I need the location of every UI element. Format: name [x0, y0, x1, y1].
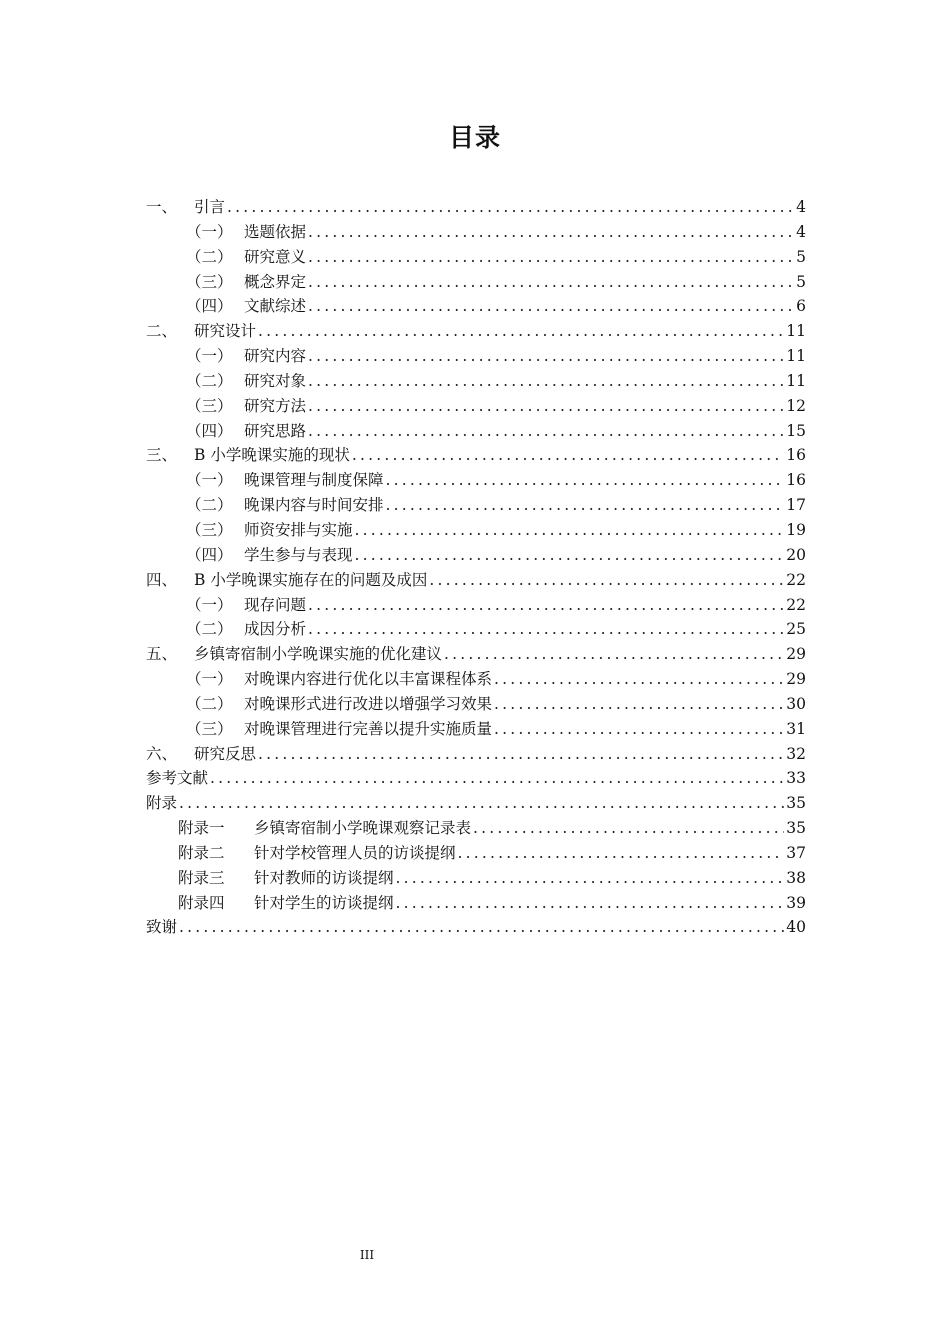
toc-entry-number: （四）: [186, 421, 233, 440]
dot-leader: [258, 319, 784, 344]
toc-entry-label: 针对教师的访谈提纲: [254, 868, 394, 887]
toc-entry-page-number: 20: [786, 545, 806, 564]
dot-leader: [308, 245, 794, 270]
toc-entry-number: 附录三: [178, 868, 225, 887]
toc-entry-number: （三）: [186, 396, 233, 415]
toc-entry-label: B 小学晚课实施的现状: [194, 446, 350, 465]
toc-entry[interactable]: [146, 717, 806, 742]
toc-entry-number: （四）: [186, 297, 233, 316]
dot-leader: [458, 841, 785, 866]
toc-entry[interactable]: [146, 642, 806, 667]
toc-entry-label: 对晚课形式进行改进以增强学习效果: [244, 694, 493, 713]
toc-entry[interactable]: [146, 493, 806, 518]
toc-entry[interactable]: [146, 915, 806, 940]
dot-leader: [179, 915, 784, 940]
toc-entry-number: 附录四: [178, 893, 225, 912]
toc-entry-number: （二）: [186, 620, 233, 639]
toc-entry-label: 师资安排与实施: [244, 520, 353, 539]
dot-leader: [355, 518, 785, 543]
dot-leader: [352, 443, 784, 468]
toc-entry-page-number: 32: [786, 744, 806, 763]
toc-entry-number: （二）: [186, 496, 233, 515]
toc-entry[interactable]: [146, 245, 806, 270]
dot-leader: [308, 294, 794, 319]
dot-leader: [210, 766, 784, 791]
dot-leader: [179, 791, 784, 816]
dot-leader: [396, 891, 785, 916]
toc-entry[interactable]: [146, 617, 806, 642]
toc-entry-label: 对晚课管理进行完善以提升实施质量: [244, 719, 493, 738]
toc-entry-page-number: 16: [786, 471, 806, 490]
toc-entry[interactable]: [146, 568, 806, 593]
toc-entry-number: 附录二: [178, 843, 225, 862]
toc-entry-page-number: 31: [786, 719, 806, 738]
toc-entry-label: 乡镇寄宿制小学晚课实施的优化建议: [194, 645, 443, 664]
toc-entry-page-number: 22: [786, 570, 806, 589]
toc-entry-number: 五、: [146, 645, 178, 664]
toc-entry-number: （一）: [186, 471, 233, 490]
toc-entry-page-number: 15: [786, 421, 806, 440]
dot-leader: [308, 220, 794, 245]
table-of-contents: [146, 195, 806, 940]
toc-entry[interactable]: [146, 394, 806, 419]
toc-entry-label: 概念界定: [244, 272, 307, 291]
toc-entry-page-number: 11: [786, 347, 806, 366]
toc-entry[interactable]: [146, 766, 806, 791]
dot-leader: [396, 866, 785, 891]
toc-entry-page-number: 22: [786, 595, 806, 614]
toc-entry-page-number: 4: [796, 198, 806, 216]
dot-leader: [429, 568, 784, 593]
toc-entry-number: （二）: [186, 694, 233, 713]
toc-entry-label: 现存问题: [244, 595, 307, 614]
dot-leader: [494, 717, 784, 742]
toc-entry[interactable]: [146, 667, 806, 692]
toc-entry-page-number: 6: [796, 297, 806, 316]
toc-entry-label: 乡镇寄宿制小学晚课观察记录表: [254, 819, 472, 838]
toc-entry-label: 成因分析: [244, 620, 307, 639]
toc-entry-label: 研究设计: [194, 322, 257, 341]
toc-entry-page-number: 5: [796, 247, 806, 266]
toc-entry[interactable]: [146, 468, 806, 493]
dot-leader: [444, 642, 784, 667]
toc-entry-number: （一）: [186, 347, 233, 366]
toc-entry[interactable]: [146, 816, 806, 841]
toc-entry-page-number: 29: [786, 670, 806, 689]
toc-entry[interactable]: [146, 270, 806, 295]
toc-entry[interactable]: [146, 220, 806, 245]
toc-entry-label: 选题依据: [244, 222, 307, 241]
toc-entry-page-number: 12: [786, 396, 806, 415]
toc-entry[interactable]: [146, 319, 806, 344]
toc-entry-label: 研究对象: [244, 371, 307, 390]
toc-entry[interactable]: [146, 369, 806, 394]
toc-entry-page-number: 17: [786, 496, 806, 515]
toc-entry[interactable]: [146, 791, 806, 816]
toc-entry-page-number: 19: [786, 520, 806, 539]
dot-leader: [308, 344, 784, 369]
toc-entry-page-number: 33: [786, 769, 806, 788]
toc-entry-page-number: 4: [796, 222, 806, 241]
dot-leader: [308, 394, 784, 419]
toc-entry[interactable]: [146, 593, 806, 618]
toc-entry[interactable]: [146, 344, 806, 369]
toc-entry[interactable]: [146, 742, 806, 767]
toc-entry-page-number: 38: [786, 868, 806, 887]
toc-entry-label: B 小学晚课实施存在的问题及成因: [194, 570, 428, 589]
toc-entry-number: 三、: [146, 446, 178, 465]
toc-entry-page-number: 35: [786, 819, 806, 838]
toc-entry-label: 针对学生的访谈提纲: [254, 893, 394, 912]
toc-entry-number: （一）: [186, 595, 233, 614]
toc-entry[interactable]: [146, 891, 806, 916]
toc-entry-number: 一、: [146, 198, 178, 216]
page-number-footer: III: [359, 1248, 375, 1262]
toc-entry-number: （三）: [186, 272, 233, 291]
toc-entry-number: （三）: [186, 520, 233, 539]
toc-entry[interactable]: [146, 692, 806, 717]
toc-entry-page-number: 29: [786, 645, 806, 664]
toc-entry-number: （一）: [186, 670, 233, 689]
dot-leader: [386, 493, 785, 518]
toc-entry-page-number: 25: [786, 620, 806, 639]
toc-entry[interactable]: [146, 419, 806, 444]
toc-entry-label: 晚课管理与制度保障: [244, 471, 384, 490]
dot-leader: [227, 195, 794, 220]
toc-entry-label: 研究反思: [194, 744, 257, 763]
toc-entry-label: 对晚课内容进行优化以丰富课程体系: [244, 670, 493, 689]
toc-entry-label: 致谢: [146, 918, 178, 937]
toc-entry-page-number: 37: [786, 843, 806, 862]
toc-entry[interactable]: [146, 866, 806, 891]
toc-entry-page-number: 40: [786, 918, 806, 937]
toc-entry[interactable]: [146, 195, 806, 220]
toc-entry-number: （二）: [186, 371, 233, 390]
toc-entry-label: 研究意义: [244, 247, 307, 266]
toc-entry-label: 研究内容: [244, 347, 307, 366]
toc-entry-page-number: 16: [786, 446, 806, 465]
toc-entry-label: 文献综述: [244, 297, 307, 316]
toc-entry-number: 六、: [146, 744, 178, 763]
toc-entry-number: （四）: [186, 545, 233, 564]
toc-entry-page-number: 35: [786, 794, 806, 813]
toc-entry-page-number: 11: [786, 322, 806, 341]
dot-leader: [308, 369, 784, 394]
toc-entry-number: （一）: [186, 222, 233, 241]
dot-leader: [386, 468, 785, 493]
dot-leader: [494, 667, 784, 692]
toc-entry[interactable]: [146, 294, 806, 319]
dot-leader: [355, 543, 785, 568]
toc-entry-label: 引言: [194, 198, 226, 216]
toc-entry[interactable]: [146, 443, 806, 468]
dot-leader: [308, 617, 784, 642]
toc-entry[interactable]: [146, 841, 806, 866]
toc-entry[interactable]: [146, 518, 806, 543]
toc-entry-page-number: 11: [786, 371, 806, 390]
toc-entry-number: 附录一: [178, 819, 225, 838]
toc-entry-page-number: 5: [796, 272, 806, 291]
dot-leader: [308, 270, 794, 295]
toc-entry-number: （三）: [186, 719, 233, 738]
toc-entry-page-number: 39: [786, 893, 806, 912]
toc-entry-number: （二）: [186, 247, 233, 266]
dot-leader: [494, 692, 784, 717]
dot-leader: [473, 816, 784, 841]
toc-entry-label: 晚课内容与时间安排: [244, 496, 384, 515]
toc-entry-number: 二、: [146, 322, 178, 341]
dot-leader: [308, 419, 784, 444]
toc-entry-label: 研究方法: [244, 396, 307, 415]
toc-entry-label: 学生参与与表现: [244, 545, 353, 564]
toc-entry-number: 四、: [146, 570, 178, 589]
toc-entry[interactable]: [146, 543, 806, 568]
toc-entry-label: 参考文献: [146, 769, 209, 788]
toc-entry-label: 针对学校管理人员的访谈提纲: [254, 843, 456, 862]
toc-entry-label: 研究思路: [244, 421, 307, 440]
page-title: 目录: [448, 123, 501, 152]
toc-entry-label: 附录: [146, 794, 178, 813]
toc-entry-page-number: 30: [786, 694, 806, 713]
dot-leader: [258, 742, 784, 767]
dot-leader: [308, 593, 784, 618]
